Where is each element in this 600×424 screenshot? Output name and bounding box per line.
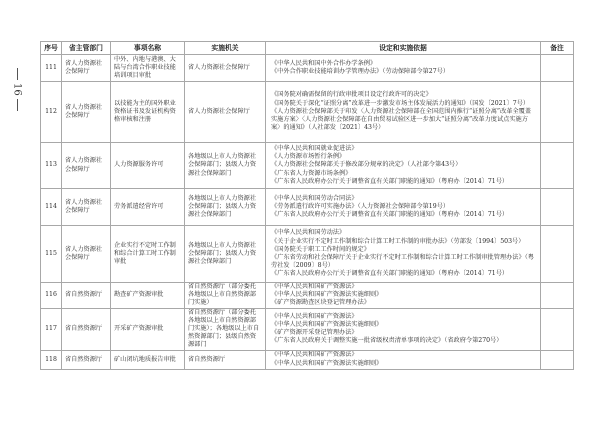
legal-basis-line: 《国务院对确需保留的行政审批项目设定行政许可的决定》 (271, 91, 432, 99)
cell-remarks (541, 350, 574, 369)
cell-department: 省人力资源社会保障厅 (62, 55, 111, 82)
cell-legal-basis (266, 143, 541, 189)
cell-remarks (541, 55, 574, 82)
cell-remarks (541, 143, 574, 189)
cell-serial: 113 (41, 143, 62, 189)
legal-basis-line: 《人力资源社会保障部关于印发〈人力资源社会保障部在全国范围内推行“证照分离”改革全覆盖实施方案〉〈人力资源社会保障部在自由贸易试验区进一步加大“证照分离”改革力度试点实施方案〉的通知》（人社部发〔2021〕43号） (271, 107, 532, 132)
cell-legal-basis (266, 189, 541, 226)
cell-department: 省自然资源厅 (62, 350, 111, 369)
legal-basis-line: 《中华人民共和国中外合作办学条例》 (271, 59, 377, 67)
cell-serial: 112 (41, 82, 62, 143)
page-number-text: 16 (11, 83, 23, 96)
cell-department: 省人力资源社会保障厅 (62, 82, 111, 143)
legal-basis-line: 《中华人民共和国劳动合同法》 (271, 194, 358, 202)
legal-basis-line: 《中华人民共和国矿产资源法实施细则》 (271, 359, 383, 367)
cell-item-name: 矿山闭坑地质报告审批 (111, 350, 185, 369)
legal-basis-line: 《中华人民共和国矿产资源法实施细则》 (271, 320, 383, 328)
cell-legal-basis (266, 82, 541, 143)
cell-legal-basis (266, 55, 541, 82)
cell-remarks (541, 189, 574, 226)
table-row (41, 308, 574, 350)
table-row (41, 189, 574, 226)
cell-item-name: 以技能为主的国外职业资格证书及发证机构资格审核和注册 (111, 82, 185, 143)
cell-item-name: 人力资源服务许可 (111, 143, 185, 189)
legal-basis-line: 《人力资源市场暂行条例》 (271, 153, 346, 161)
cell-remarks (541, 308, 574, 350)
cell-remarks (541, 226, 574, 283)
cell-serial: 111 (41, 55, 62, 82)
cell-agency: 省自然资源厅（部分委托各地级以上市自然资源部门实施）；各地级以上市自然资源部门；县级自然资源部门 (185, 308, 266, 350)
header-legal-basis: 设定和实施依据 (266, 42, 541, 55)
cell-item-name: 勘查矿产资源审批 (111, 283, 185, 309)
cell-agency: 各地级以上市人力资源社会保障部门；县级人力资源社会保障部门 (185, 189, 266, 226)
legal-basis-line: 《中华人民共和国就业促进法》 (271, 144, 358, 152)
cell-serial: 116 (41, 283, 62, 309)
table-row (41, 55, 574, 82)
table-row (41, 226, 574, 283)
legal-basis-line: 《中华人民共和国矿产资源法》 (271, 283, 358, 290)
cell-department: 省自然资源厅 (62, 308, 111, 350)
table-row (41, 143, 574, 189)
cell-agency: 各地级以上市人力资源社会保障部门；县级人力资源社会保障部门 (185, 226, 266, 283)
legal-basis-line: 《广东省人民政府办公厅关于调整省直有关部门职能的通知》（粤府办〔2014〕71号） (271, 177, 509, 185)
legal-basis-line: 《关于企业实行不定时工作制和综合计算工时工作制的审批办法》（劳部发〔1994〕503号） (271, 237, 525, 245)
header-item-name: 事项名称 (111, 42, 185, 55)
header-department: 省主管部门 (62, 42, 111, 55)
legal-basis-line: 《广东省人民政府关于调整实施一批省级权责清单事项的决定》（省政府令第270号） (271, 337, 503, 345)
cell-department: 省人力资源社会保障厅 (62, 189, 111, 226)
legal-basis-line: 《中华人民共和国矿产资源法》 (271, 351, 358, 359)
cell-department: 省人力资源社会保障厅 (62, 226, 111, 283)
cell-serial: 114 (41, 189, 62, 226)
legal-basis-line: 《广东省人民政府办公厅关于调整省直有关部门职能的通知》（粤府办〔2014〕71号） (271, 211, 509, 219)
legal-basis-line: 《广东省人民政府办公厅关于调整省直有关部门职能的通知》（粤府办〔2014〕71号） (271, 270, 509, 278)
legal-basis-line: 《中外合作职业技能培训办学管理办法》（劳动保障部令第27号） (271, 68, 450, 75)
legal-basis-line: 《广东省人力资源市场条例》 (271, 169, 352, 177)
cell-agency: 省人力资源社会保障厅 (185, 82, 266, 143)
legal-basis-line: 《中华人民共和国矿产资源法》 (271, 312, 358, 320)
cell-legal-basis (266, 350, 541, 369)
page-number (9, 68, 25, 118)
cell-item-name: 开采矿产资源审批 (111, 308, 185, 350)
table-header-row (41, 42, 574, 55)
table-row (41, 350, 574, 369)
cell-remarks (541, 82, 574, 143)
table-row (41, 82, 574, 143)
legal-basis-line: 《矿产资源开采登记管理办法》 (271, 329, 358, 337)
cell-agency: 省人力资源社会保障厅 (185, 55, 266, 82)
cell-agency: 省自然资源厅（部分委托各地级以上市自然资源部门实施） (185, 283, 266, 309)
approval-items-table (40, 41, 574, 370)
header-agency: 实施机关 (185, 42, 266, 55)
cell-department: 省人力资源社会保障厅 (62, 143, 111, 189)
legal-basis-line: 《矿产资源勘查区块登记管理办法》 (271, 299, 370, 307)
cell-legal-basis (266, 226, 541, 283)
header-serial: 序号 (41, 42, 62, 55)
cell-agency: 省自然资源厅 (185, 350, 266, 369)
cell-legal-basis (266, 308, 541, 350)
legal-basis-line: 《广东省劳动和社会保障厅关于企业实行不定时工作制和综合计算工时工作制审批管理办法》（粤劳社发〔2009〕8号） (271, 254, 534, 270)
cell-item-name: 企业实行不定时工作制和综合计算工时工作制审批 (111, 226, 185, 283)
table-row (41, 283, 574, 309)
cell-remarks (541, 283, 574, 309)
table-body (41, 55, 574, 370)
legal-basis-line: 《劳务派遣行政许可实施办法》（人力资源社会保障部令第19号） (271, 202, 450, 210)
page-number-dash-bottom (17, 99, 18, 111)
cell-serial: 118 (41, 350, 62, 369)
legal-basis-line: 《国务院关于深化“证照分离”改革进一步激发市场主体发展活力的通知》（国发〔2021〕7号） (271, 99, 530, 107)
cell-department: 省自然资源厅 (62, 283, 111, 309)
cell-item-name: 劳务派遣经营许可 (111, 189, 185, 226)
cell-agency: 各地级以上市人力资源社会保障部门；县级人力资源社会保障部门 (185, 143, 266, 189)
legal-basis-line: 《中华人民共和国劳动法》 (271, 229, 346, 237)
legal-basis-line: 《国务院关于职工工作时间的规定》 (271, 245, 370, 253)
legal-basis-line: 《中华人民共和国矿产资源法实施细则》 (271, 291, 383, 299)
cell-serial: 117 (41, 308, 62, 350)
cell-item-name: 中外、内地与港澳、大陆与台湾合作职业技能培训项目审批 (111, 55, 185, 82)
page-number-dash-top (17, 68, 18, 80)
header-remarks: 备注 (541, 42, 574, 55)
cell-serial: 115 (41, 226, 62, 283)
legal-basis-line: 《人力资源社会保障部关于修改部分规章的决定》（人社部令第43号） (271, 161, 462, 169)
cell-legal-basis (266, 283, 541, 309)
